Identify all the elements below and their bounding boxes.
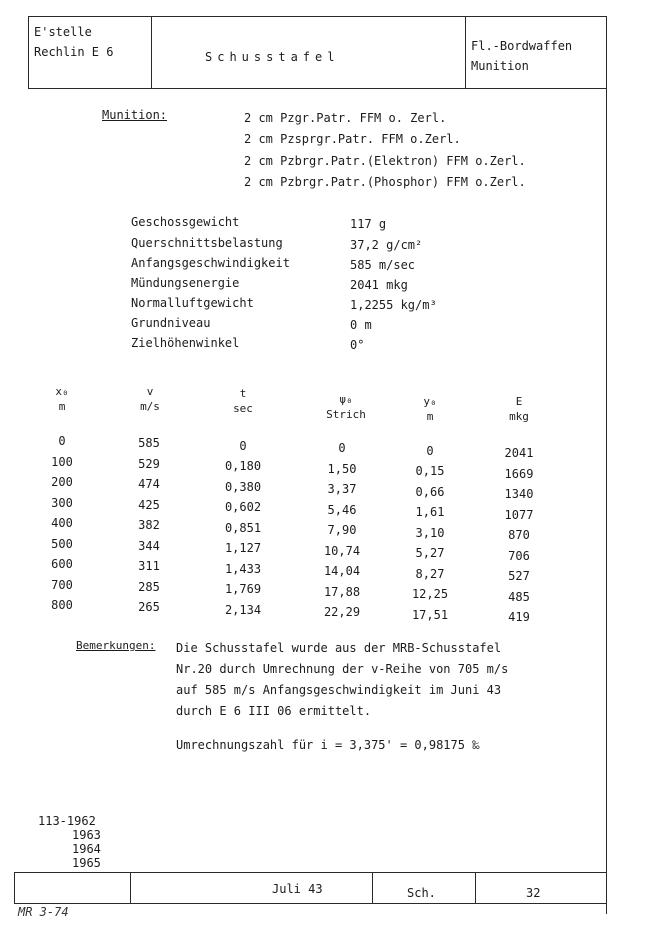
property-value: 117 g [350,217,387,231]
munition-item: 2 cm Pzbrgr.Patr.(Elektron) FFM o.Zerl. [244,154,526,168]
cell-t: 0,180 [224,459,262,474]
table-header-e [494,394,544,424]
cell-t: 1,127 [224,541,262,556]
table-header-y0 [410,394,450,424]
doc-number: 113-1962 [38,814,96,828]
cell-x0: 200 [51,475,73,489]
cell-psi0: 1,50 [327,461,357,476]
property-label: Querschnittsbelastung [131,236,283,250]
cell-v: 285 [138,579,160,594]
munition-label: Munition: [102,108,168,122]
cell-e: 2041 [504,446,534,460]
frame-left-line [28,16,29,88]
cell-e: 527 [508,569,530,583]
property-value: 37,2 g/cm² [350,238,423,252]
cell-psi0: 7,90 [327,523,357,538]
footer-sch: Sch. [407,886,436,900]
cell-t: 0,602 [224,500,262,515]
table-header-t [218,386,268,416]
remarks-label: Bemerkungen: [76,639,156,652]
cell-psi0: 3,37 [327,482,357,497]
cell-t: 0,380 [224,479,262,494]
cell-v: 529 [138,456,160,471]
header-right-block [471,36,572,76]
cell-y0: 5,27 [415,546,445,561]
cell-x0: 400 [51,516,73,530]
cell-y0: 12,25 [411,587,449,602]
property-label: Zielhöhenwinkel [131,336,240,350]
header-symbol: E [515,395,523,408]
header-left-block [34,22,113,62]
cell-t: 1,433 [224,561,262,576]
munition-item: 2 cm Pzgr.Patr. FFM o. Zerl. [244,111,447,125]
cell-v: 585 [138,436,160,451]
cell-e: 419 [508,610,530,624]
header-symbol: x₀ [55,385,69,398]
munition-item: 2 cm Pzbrgr.Patr.(Phosphor) FFM o.Zerl. [244,175,526,189]
remarks-line: Nr.20 durch Umrechnung der v-Reihe von 705 m/s [176,662,509,676]
cell-e: 870 [508,528,530,542]
cell-y0: 0,15 [415,464,445,479]
frame-top-line [28,16,606,17]
doc-number: 1964 [72,842,101,856]
footer-left-line [14,872,15,903]
cell-x0: 800 [51,598,73,612]
remarks-formula: Umrechnungszahl für i = 3,375' = 0,98175 ‰ [176,738,480,752]
footer-bottom-line [14,903,607,904]
property-label: Normalluftgewicht [131,296,254,310]
table-header-x0 [44,384,80,414]
property-value: 0 m [350,318,372,332]
cell-e: 1077 [504,507,534,522]
cell-t: 2,134 [224,602,262,617]
table-header-psi0 [314,392,378,422]
property-value: 0° [350,338,365,352]
cell-y0: 1,61 [415,505,445,520]
frame-right-line [606,16,607,914]
header-unit: m [58,400,66,413]
header-left-line1: E'stelle [34,25,92,39]
header-symbol: v [146,385,154,398]
property-label: Anfangsgeschwindigkeit [131,256,290,270]
cell-x0: 0 [58,434,66,448]
cell-v: 382 [138,518,160,533]
remarks-line: auf 585 m/s Anfangsgeschwindigkeit im Juni 43 [176,683,502,697]
munition-item: 2 cm Pzsprgr.Patr. FFM o.Zerl. [244,132,461,146]
property-value: 1,2255 kg/m³ [350,298,437,312]
cell-psi0: 14,04 [323,564,361,579]
property-value: 585 m/sec [350,258,416,272]
cell-v: 425 [138,497,160,512]
cell-x0: 100 [51,454,73,469]
property-label: Geschossgewicht [131,215,240,229]
footer-date: Juli 43 [272,882,323,896]
cell-v: 265 [138,600,160,615]
cell-psi0: 17,88 [323,584,361,599]
header-left-line2: Rechlin E 6 [34,45,114,59]
cell-v: 311 [138,559,160,574]
page-number: 32 [526,886,541,900]
cell-e: 1669 [504,466,534,481]
header-right-line1: Fl.-Bordwaffen [471,39,573,53]
cell-e: 1340 [504,487,534,501]
property-value: 2041 mkg [350,278,408,292]
remarks-line: durch E 6 III 06 ermittelt. [176,704,372,718]
cell-psi0: 0 [338,441,346,456]
handwritten-mark: MR 3-74 [18,905,69,919]
header-divider-1 [151,16,152,88]
cell-psi0: 5,46 [327,502,357,517]
header-unit: m [426,410,434,423]
cell-y0: 0 [426,443,434,458]
cell-v: 474 [138,477,160,492]
cell-v: 344 [138,538,160,553]
cell-psi0: 22,29 [323,605,361,620]
table-header-v [125,384,175,414]
cell-e: 706 [508,548,530,563]
header-symbol: y₀ [423,395,437,408]
cell-psi0: 10,74 [323,543,361,558]
remarks-line: Die Schusstafel wurde aus der MRB-Schusstafel [176,641,502,655]
footer-divider-1 [130,872,131,903]
doc-number: 1963 [72,828,101,842]
cell-t: 0,851 [224,520,262,535]
header-unit: Strich [326,408,366,421]
cell-t: 0 [239,438,247,453]
cell-e: 485 [508,589,530,604]
footer-divider-3 [475,872,476,903]
header-bottom-line [28,88,606,89]
cell-x0: 700 [51,577,73,592]
cell-y0: 17,51 [411,607,449,622]
header-unit: sec [233,402,253,415]
cell-y0: 3,10 [415,525,445,540]
cell-y0: 8,27 [415,566,445,581]
header-unit: m/s [140,400,160,413]
header-unit: mkg [509,410,529,423]
header-right-line2: Munition [471,59,529,73]
footer-divider-2 [372,872,373,903]
page-title: Schusstafel [205,50,340,64]
header-symbol: t [239,387,247,400]
cell-y0: 0,66 [415,484,445,499]
footer-top-line [14,872,607,873]
property-label: Mündungsenergie [131,276,240,290]
cell-x0: 600 [51,557,73,571]
cell-t: 1,769 [224,582,262,597]
cell-x0: 300 [51,495,73,510]
property-label: Grundniveau [131,316,211,330]
header-divider-2 [465,16,466,88]
header-symbol: ψ₀ [339,393,353,406]
doc-number: 1965 [72,856,101,870]
cell-x0: 500 [51,536,73,551]
